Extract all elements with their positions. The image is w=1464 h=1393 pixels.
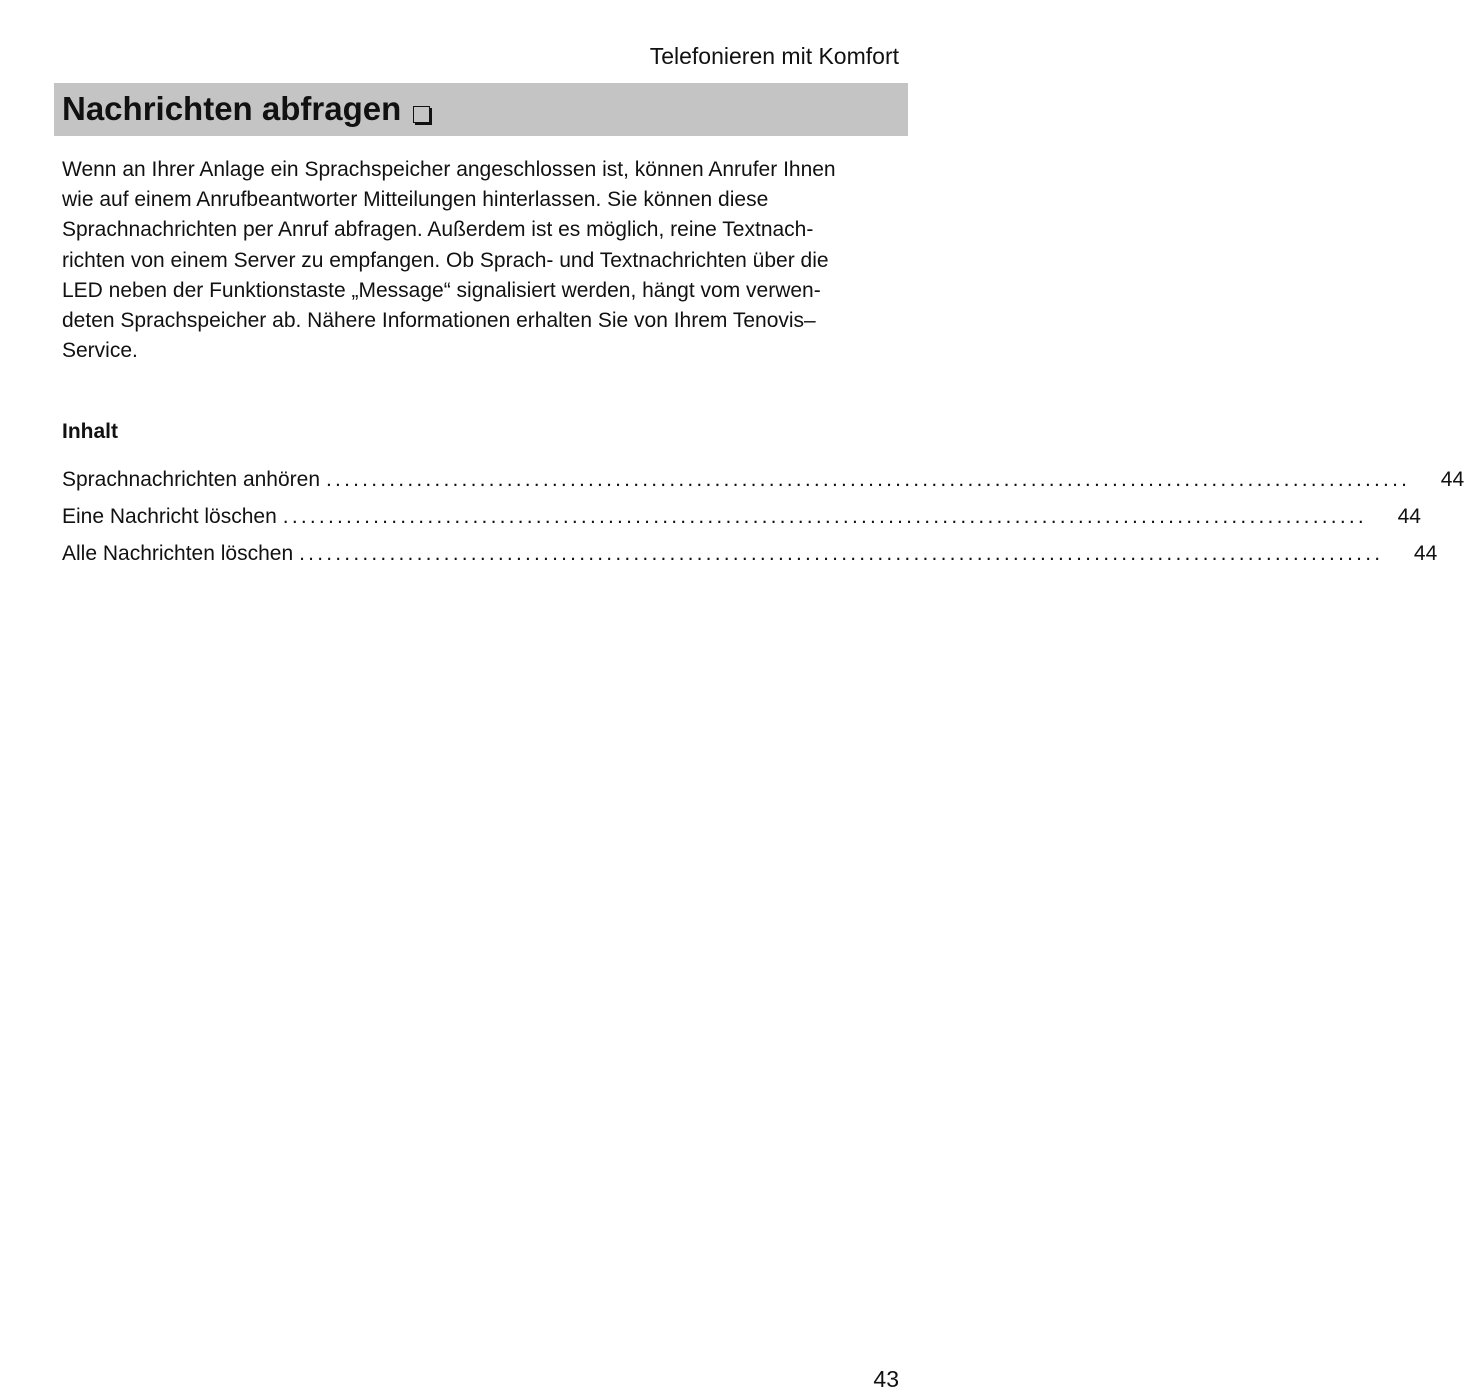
intro-line: LED neben der Funktionstaste „Message“ signalisiert werden, hängt vom verwen-: [62, 278, 821, 302]
section-title: [62, 89, 430, 129]
toc-entry-label: Eine Nachricht löschen: [62, 505, 277, 528]
toc-dot-leader: ........................................................................................................................: [282, 505, 1367, 528]
toc-dot-leader: ........................................................................................................................: [299, 542, 1384, 565]
intro-line: Wenn an Ihrer Anlage ein Sprachspeicher angeschlossen ist, können Anrufer Ihnen: [62, 158, 836, 181]
checkbox-icon: [413, 106, 430, 123]
intro-paragraph: [62, 155, 908, 366]
toc-entry[interactable]: [62, 465, 1464, 502]
running-header: Telefonieren mit Komfort: [649, 43, 899, 69]
toc-heading: Inhalt: [62, 420, 118, 443]
section-title-bar: [54, 83, 908, 136]
intro-line: deten Sprachspeicher ab. Nähere Informationen erhalten Sie von Ihrem Tenovis–: [62, 309, 816, 333]
toc-entry-page: 44: [1397, 505, 1421, 528]
toc-entry-page: 44: [1440, 468, 1464, 491]
toc-entry-label: Alle Nachrichten löschen: [62, 542, 294, 565]
page-number: 43: [873, 1366, 899, 1392]
toc-entry[interactable]: [62, 539, 1438, 576]
section-title-text: Nachrichten abfragen: [62, 90, 402, 127]
toc-dot-leader: ........................................................................................................................: [326, 468, 1411, 491]
intro-line: Sprachnachrichten per Anruf abfragen. Außerdem ist es möglich, reine Textnach-: [62, 218, 814, 242]
intro-line: richten von einem Server zu empfangen. Ob Sprach- und Textnachrichten über die: [62, 248, 829, 272]
toc-entry-label: Sprachnachrichten anhören: [62, 468, 321, 491]
toc-entry-page: 44: [1413, 542, 1438, 565]
intro-line: wie auf einem Anrufbeantworter Mitteilungen hinterlassen. Sie können diese: [62, 188, 769, 212]
toc-entry[interactable]: [62, 502, 1421, 539]
table-of-contents: [62, 465, 1464, 576]
intro-line: Service.: [62, 339, 138, 363]
